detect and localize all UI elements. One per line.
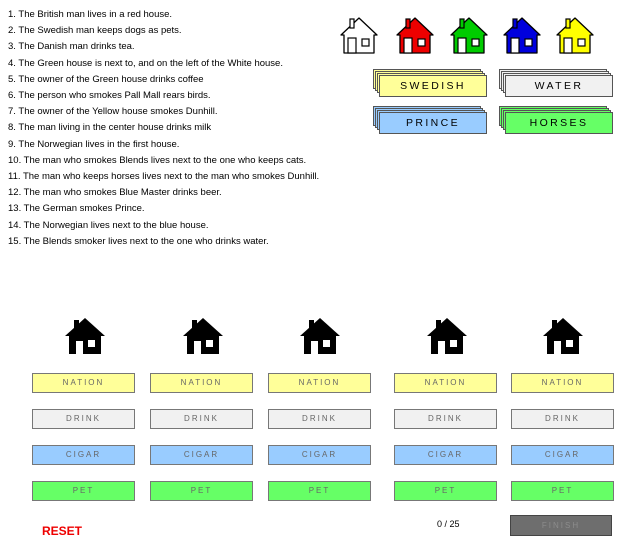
house-2-drink-slot[interactable]: DRINK [150,409,253,429]
house-5-nation-slot[interactable]: NATION [511,373,614,393]
reset-button[interactable]: RESET [42,524,83,538]
clue-item: 3. The Danish man drinks tea. [8,41,135,53]
house-silhouette-icon [63,316,107,356]
blue-house-icon[interactable] [501,14,543,56]
house-silhouette-icon [181,316,225,356]
yellow-house-icon[interactable] [554,14,596,56]
house-2-cigar-slot[interactable]: CIGAR [150,445,253,465]
clue-item: 8. The man living in the center house drinks milk [8,122,212,134]
house-silhouette-icon [298,316,342,356]
house-4-drink-slot[interactable]: DRINK [394,409,497,429]
house-1-nation-slot[interactable]: NATION [32,373,135,393]
house-3-drink-slot[interactable]: DRINK [268,409,371,429]
clue-item: 12. The man who smokes Blue Master drinks beer. [8,187,222,199]
house-5-pet-slot[interactable]: PET [511,481,614,501]
clue-item: 10. The man who smokes Blends lives next to the one who keeps cats. [8,154,307,166]
house-3-nation-slot[interactable]: NATION [268,373,371,393]
house-1-pet-slot[interactable]: PET [32,481,135,501]
clue-item: 7. The owner of the Yellow house smokes Dunhill. [8,106,218,118]
drink-card-stack[interactable] [499,69,613,99]
nation-card-stack[interactable] [373,69,487,99]
pet-card[interactable]: HORSES [505,112,613,134]
house-3-pet-slot[interactable]: PET [268,481,371,501]
house-2-nation-slot[interactable]: NATION [150,373,253,393]
house-5-drink-slot[interactable]: DRINK [511,409,614,429]
pet-card-stack[interactable] [499,106,613,136]
finish-button[interactable]: FINISH [510,515,612,536]
house-2-pet-slot[interactable]: PET [150,481,253,501]
clue-item: 4. The Green house is next to, and on the left of the White house. [8,57,283,69]
green-house-icon[interactable] [448,14,490,56]
house-4-pet-slot[interactable]: PET [394,481,497,501]
clue-item: 14. The Norwegian lives next to the blue house. [8,219,209,231]
clue-item: 15. The Blends smoker lives next to the one who drinks water. [8,235,269,247]
house-1-drink-slot[interactable]: DRINK [32,409,135,429]
cigar-card[interactable]: PRINCE [379,112,487,134]
red-house-icon[interactable] [394,14,436,56]
clue-item: 11. The man who keeps horses lives next to the man who smokes Dunhill. [8,171,320,183]
house-silhouette-icon [541,316,585,356]
clue-item: 1. The British man lives in a red house. [8,9,173,20]
clue-item: 5. The owner of the Green house drinks coffee [8,73,204,85]
score-counter: 0 / 25 [437,519,460,529]
clue-item: 6. The person who smokes Pall Mall rears birds. [8,90,211,102]
clue-item: 2. The Swedish man keeps dogs as pets. [8,25,182,37]
drink-card[interactable]: WATER [505,75,613,97]
clue-list [8,7,319,250]
house-4-cigar-slot[interactable]: CIGAR [394,445,497,465]
house-3-cigar-slot[interactable]: CIGAR [268,445,371,465]
cigar-card-stack[interactable] [373,106,487,136]
clue-item: 13. The German smokes Prince. [8,203,145,215]
house-silhouette-icon [425,316,469,356]
house-5-cigar-slot[interactable]: CIGAR [511,445,614,465]
house-4-nation-slot[interactable]: NATION [394,373,497,393]
clue-item: 9. The Norwegian lives in the first house. [8,138,180,150]
nation-card[interactable]: SWEDISH [379,75,487,97]
house-1-cigar-slot[interactable]: CIGAR [32,445,135,465]
white-house-icon[interactable] [338,14,380,56]
